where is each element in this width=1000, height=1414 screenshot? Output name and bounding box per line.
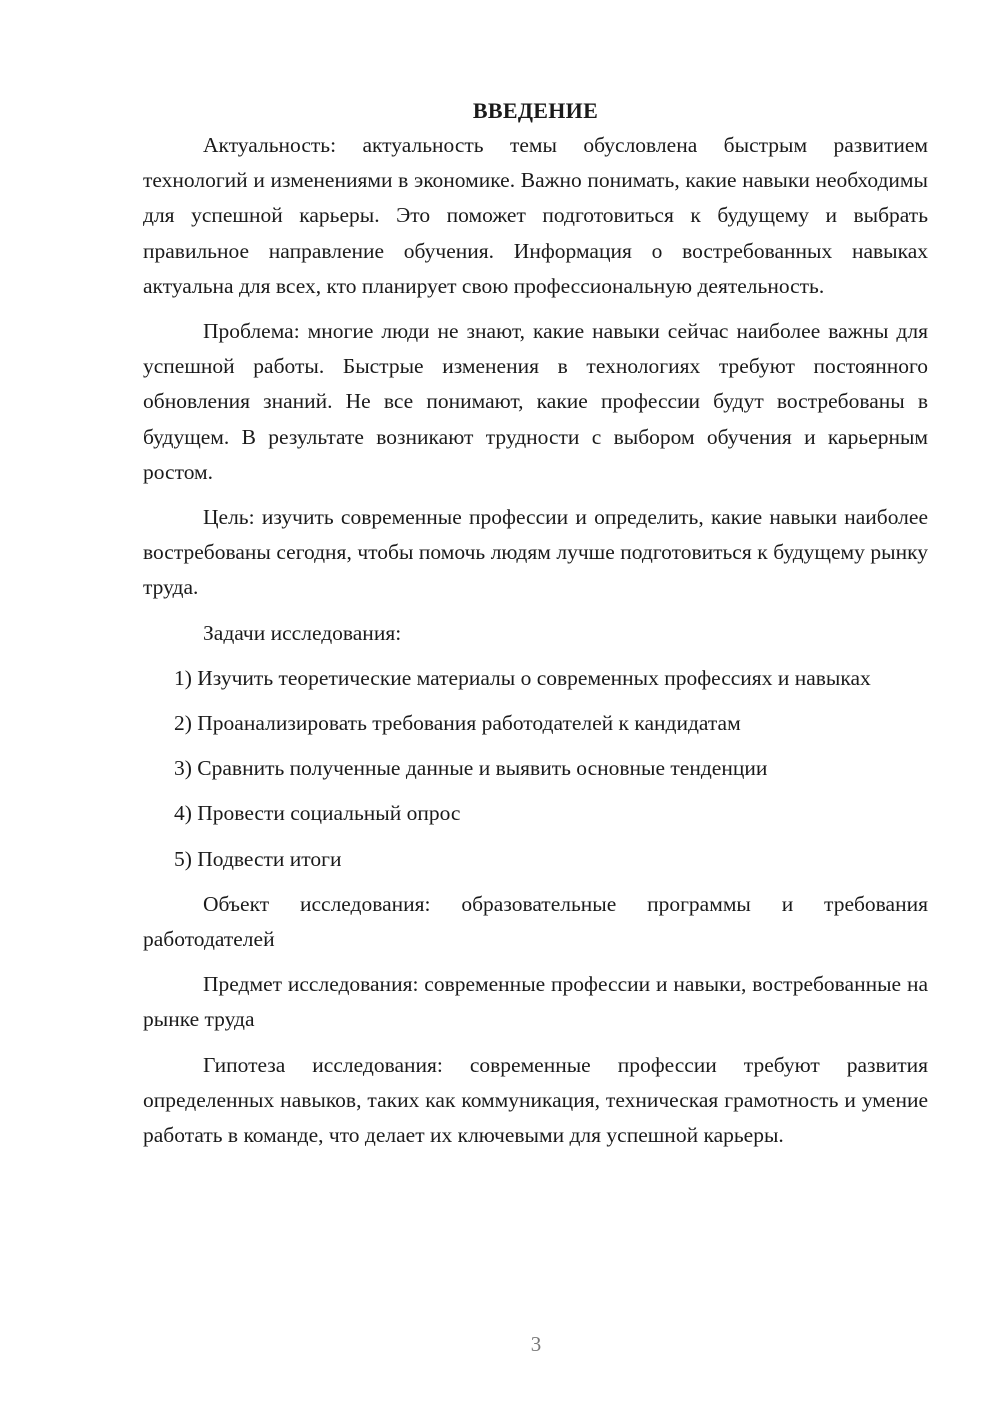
- goal-paragraph: Цель: изучить современные профессии и определить, какие навыки наиболее востребованы сегодня, чтобы помочь людям лучше подготовиться к будущему рынку труда.: [143, 505, 928, 600]
- task-item-2: 2) Проанализировать требования работодателей к кандидатам: [174, 711, 741, 736]
- page-number: 3: [530, 1332, 542, 1356]
- tasks-heading: Задачи исследования:: [203, 620, 402, 645]
- task-item-4: 4) Провести социальный опрос: [174, 801, 461, 826]
- subject-paragraph: Предмет исследования: современные профессии и навыки, востребованные на рынке труда: [143, 972, 928, 1032]
- task-item-5: 5) Подвести итоги: [174, 846, 342, 871]
- hypothesis-paragraph: Гипотеза исследования: современные профессии требуют развития определенных навыков, таких как коммуникация, техническая грамотность и умение работать в команде, что делает их ключевыми для успешной карьеры.: [143, 1052, 928, 1148]
- problem-paragraph: Проблема: многие люди не знают, какие навыки сейчас наиболее важны для успешной работы. Быстрые изменения в технологиях требуют постоянного обновления знаний. Не все понимают, какие профессии будут востребованы в будущем. В результате возникают трудности с выбором обучения и карьерным ростом.: [143, 319, 928, 484]
- document-page: [143, 94, 928, 1163]
- object-paragraph: Объект исследования: образовательные программы и требования работодателей: [143, 891, 928, 952]
- relevance-paragraph: Актуальность: актуальность темы обусловлена быстрым развитием технологий и изменениями в экономике. Важно понимать, какие навыки необходимы для успешной карьеры. Это поможет подготовиться к будущему и выбрать правильное направление обучения. Информация о востребованных навыках актуальна для всех, кто планирует свою профессиональную деятельность.: [143, 133, 928, 298]
- page-title: ВВЕДЕНИЕ: [472, 98, 599, 123]
- task-item-3: 3) Сравнить полученные данные и выявить основные тенденции: [174, 756, 768, 781]
- task-item-1: 1) Изучить теоретические материалы о современных профессиях и навыках: [174, 665, 871, 690]
